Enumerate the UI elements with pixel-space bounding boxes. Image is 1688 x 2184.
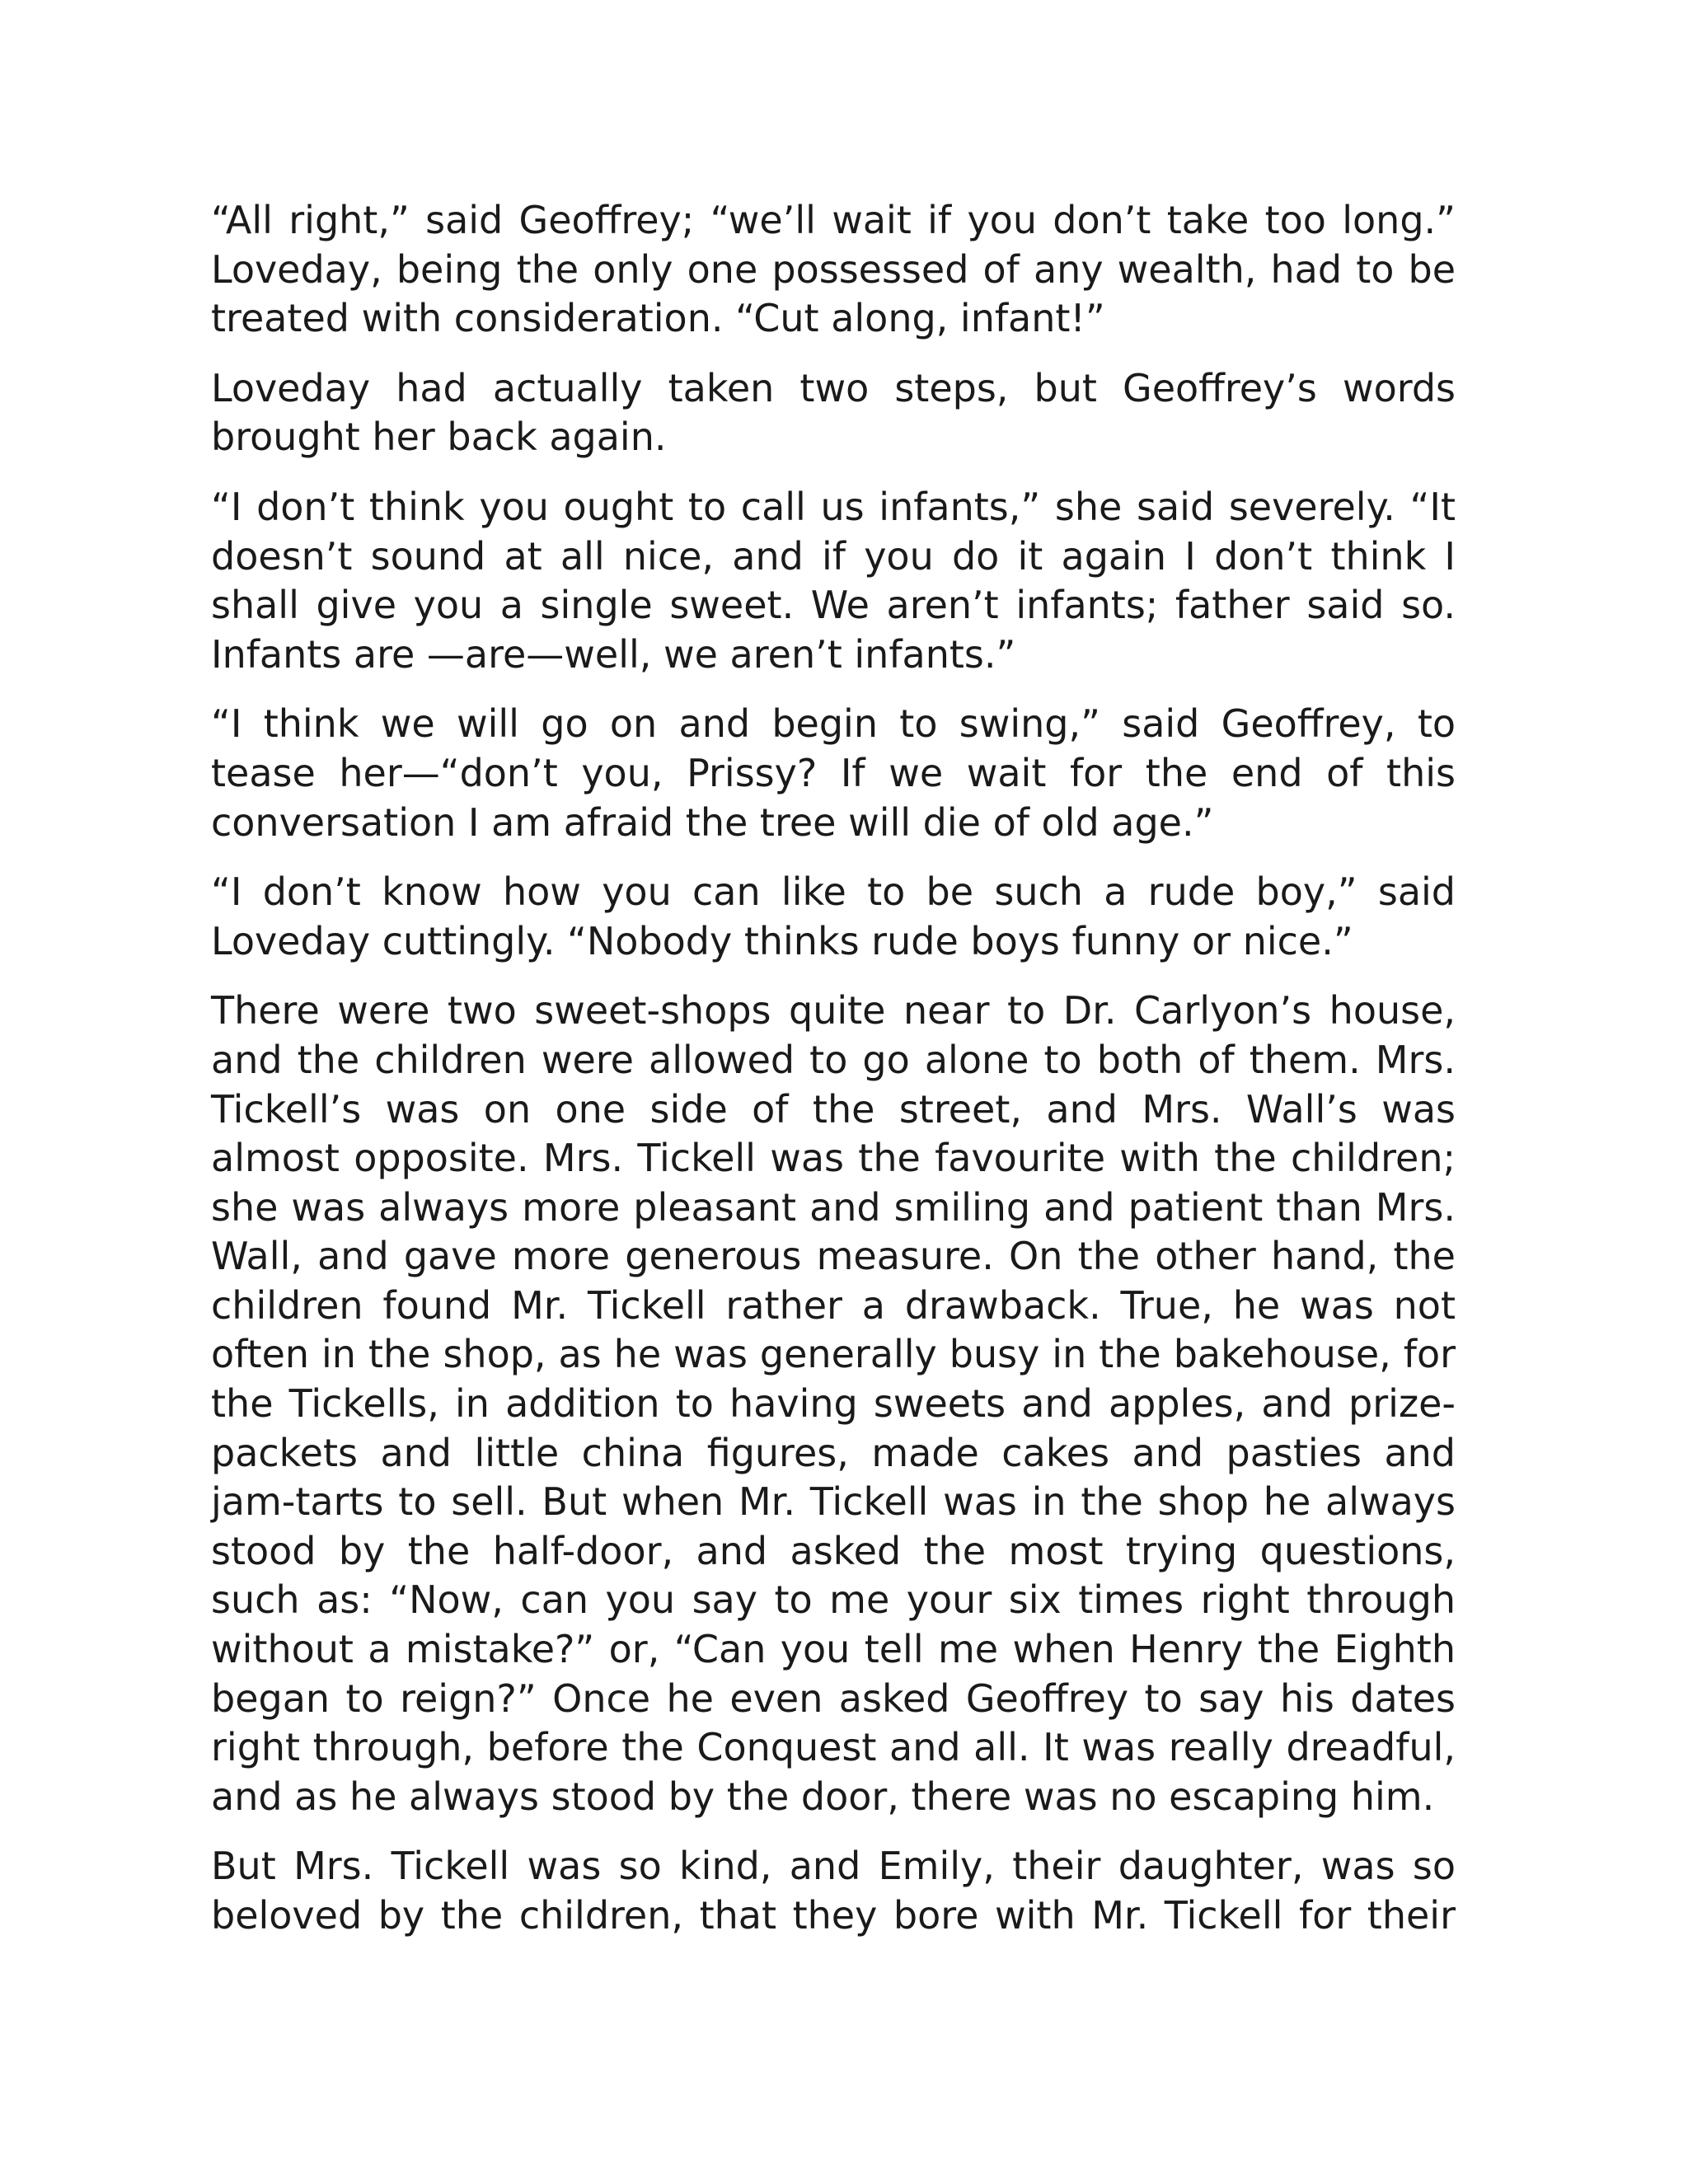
paragraph-7: But Mrs. Tickell was so kind, and Emily, their daughter, was so beloved by the children, that they bore with Mr. Tickell for their <box>211 1844 1456 1938</box>
paragraph-3: “I don’t think you ought to call us infants,” she said severely. “It doesn’t sound at all nice, and if you do it again I don’t think I shall give you a single sweet. We aren’t infants; father said so. Infants are —are—well, we aren’t infants.” <box>211 484 1456 677</box>
paragraph-5: “I don’t know how you can like to be such a rude boy,” said Loveday cuttingly. “Nobody thinks rude boys funny or nice.” <box>211 869 1456 963</box>
paragraph-1: “All right,” said Geoffrey; “we’ll wait if you don’t take too long.” Loveday, being the only one possessed of any wealth, had to be treated with consideration. “Cut along, infant!” <box>211 198 1456 341</box>
paragraph-2: Loveday had actually taken two steps, but Geoffrey’s words brought her back again. <box>211 365 1456 460</box>
page-body <box>211 196 1456 1941</box>
paragraph-4: “I think we will go on and begin to swing,” said Geoffrey, to tease her—“don’t you, Prissy? If we wait for the end of this conversation I am afraid the tree will die of old age.” <box>211 701 1456 845</box>
paragraph-6: There were two sweet-shops quite near to Dr. Carlyon’s house, and the children were allowed to go alone to both of them. Mrs. Tickell’s was on one side of the street, and Mrs. Wall’s was almost opposite. Mrs. Tickell was the favourite with the children; she was always more pleasant and smiling and patient than Mrs. Wall, and gave more generous measure. On the other hand, the children found Mr. Tickell rather a drawback. True, he was not often in the shop, as he was generally busy in the bakehouse, for the Tickells, in addition to having sweets and apples, and prize-packets and little china figures, made cakes and pasties and jam-tarts to sell. But when Mr. Tickell was in the shop he always stood by the half-door, and asked the most trying questions, such as: “Now, can you say to me your six times right through without a mistake?” or, “Can you tell me when Henry the Eighth began to reign?” Once he even asked Geoffrey to say his dates right through, before the Conquest and all. It was really dreadful, and as he always stood by the door, there was no escaping him. <box>211 988 1456 1819</box>
